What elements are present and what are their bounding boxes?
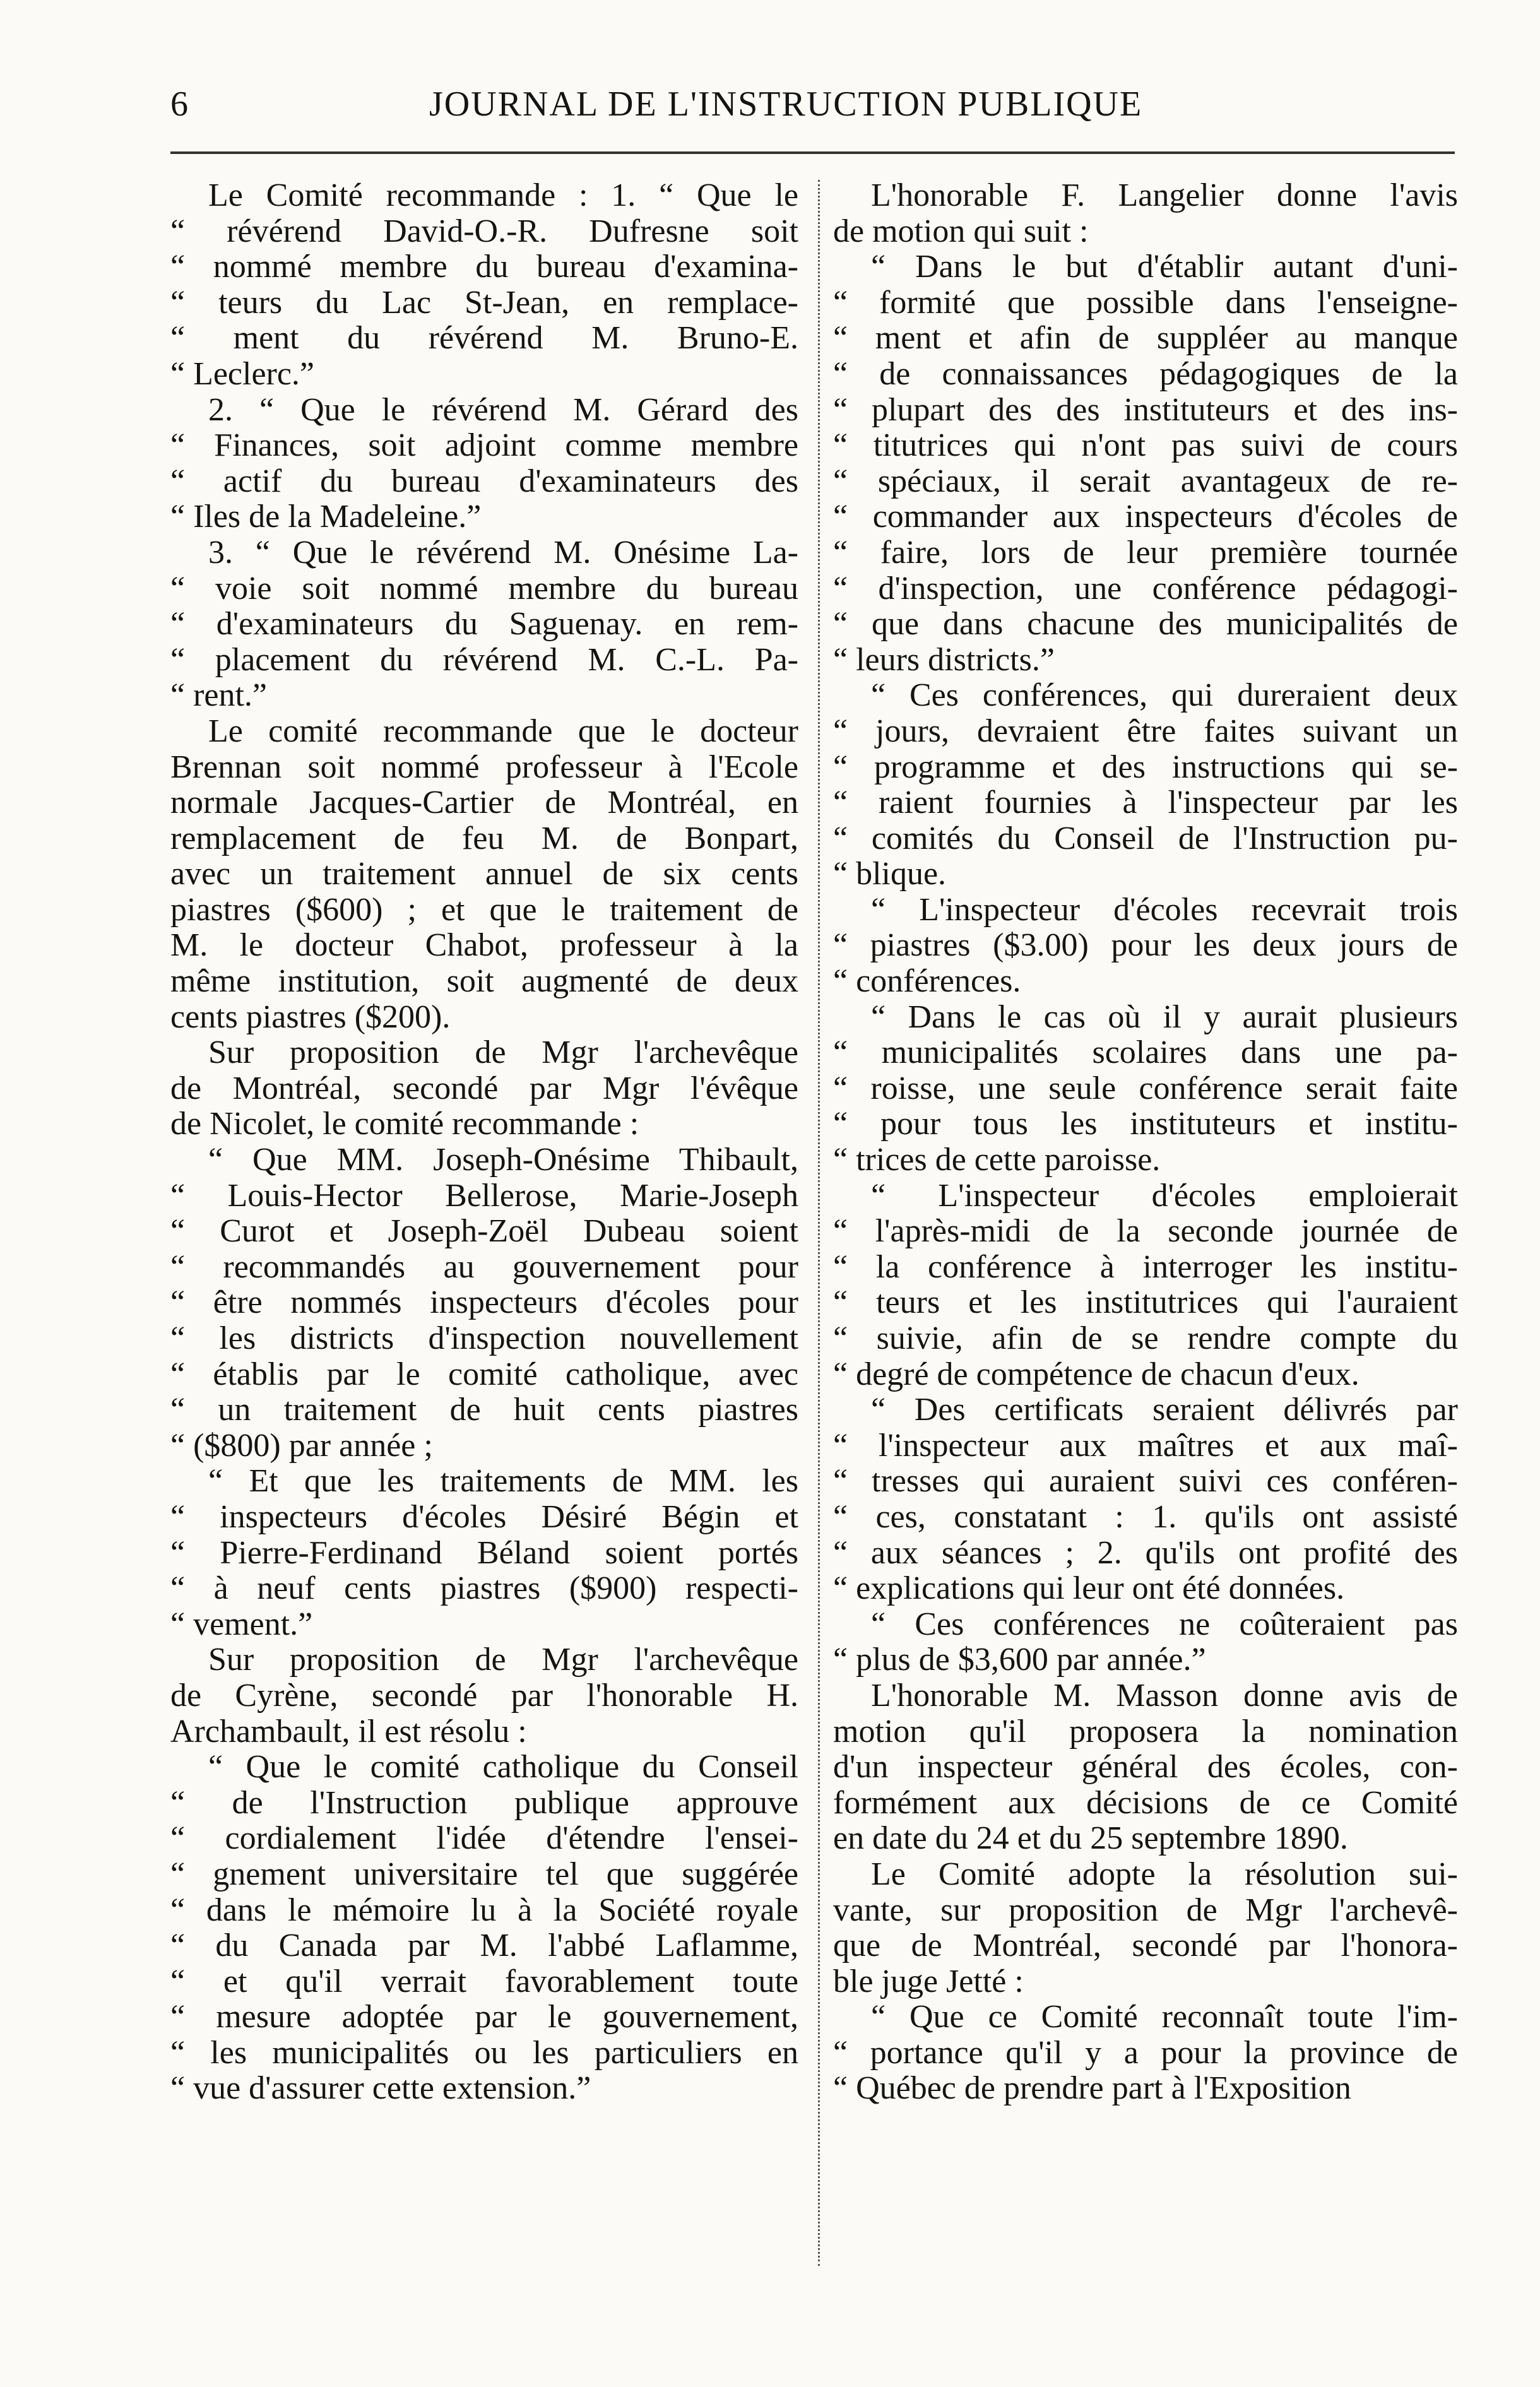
text-line: “ spéciaux, il serait avantageux de re-	[833, 463, 1458, 499]
text-line: “ cordialement l'idée d'étendre l'ensei-	[170, 1821, 798, 1857]
text-line: “ pour tous les instituteurs et institu-	[833, 1106, 1458, 1142]
text-line: de motion qui suit :	[833, 213, 1089, 249]
text-line: “ jours, devraient être faites suivant un	[833, 713, 1458, 749]
text-line: L'honorable M. Masson donne avis de	[871, 1678, 1458, 1714]
text-line: “ recommandés au gouvernement pour	[170, 1249, 798, 1285]
text-line: “ leurs districts.”	[833, 642, 1055, 678]
text-line: “ titutrices qui n'ont pas suivi de cours	[833, 428, 1458, 464]
text-line: “ piastres ($3.00) pour les deux jours de	[833, 928, 1458, 964]
text-line: “ Leclerc.”	[170, 356, 315, 392]
text-line: “ comités du Conseil de l'Instruction pu-	[833, 820, 1458, 856]
text-line: Le comité recommande que le docteur	[208, 713, 798, 749]
text-line: avec un traitement annuel de six cents	[170, 856, 798, 892]
page-header	[170, 82, 1455, 126]
text-line: vante, sur proposition de Mgr l'archevê-	[833, 1892, 1458, 1928]
header-rule	[170, 151, 1455, 154]
text-line: “ Ces conférences, qui dureraient deux	[871, 678, 1458, 714]
text-line: “ l'inspecteur aux maîtres et aux maî-	[833, 1428, 1458, 1464]
text-line: Le Comité adopte la résolution sui-	[871, 1856, 1458, 1892]
text-line: “ L'inspecteur d'écoles emploierait	[871, 1178, 1458, 1214]
text-line: “ tresses qui auraient suivi ces conféren-	[833, 1464, 1458, 1500]
text-line: “ d'inspection, une conférence pédagogi-	[833, 571, 1458, 607]
text-line: “ explications qui leur ont été données.	[833, 1571, 1345, 1607]
text-line: que de Montréal, secondé par l'honora-	[833, 1928, 1458, 1964]
text-line: “ ment du révérend M. Bruno-E.	[170, 321, 798, 357]
column-divider	[818, 180, 820, 2266]
text-line: “ vement.”	[170, 1606, 313, 1642]
text-line: “ rent.”	[170, 678, 268, 714]
text-line: remplacement de feu M. de Bonpart,	[170, 820, 798, 856]
text-line: “ plupart des des instituteurs et des ins-	[833, 392, 1458, 428]
text-line: de Nicolet, le comité recommande :	[170, 1106, 639, 1142]
text-line: L'honorable F. Langelier donne l'avis	[871, 178, 1458, 213]
text-line: “ vue d'assurer cette extension.”	[170, 2071, 591, 2107]
text-line: “ suivie, afin de se rendre compte du	[833, 1321, 1458, 1356]
text-line: “ Finances, soit adjoint comme membre	[170, 428, 798, 464]
text-line: “ Québec de prendre part à l'Exposition	[833, 2071, 1351, 2107]
text-line: “ que dans chacune des municipalités de	[833, 607, 1458, 643]
text-line: “ à neuf cents piastres ($900) respecti-	[170, 1571, 798, 1607]
text-line: “ voie soit nommé membre du bureau	[170, 571, 798, 607]
text-line: “ les districts d'inspection nouvellement	[170, 1321, 798, 1356]
text-line: “ la conférence à interroger les institu-	[833, 1249, 1458, 1285]
text-line: “ L'inspecteur d'écoles recevrait trois	[871, 892, 1458, 928]
text-line: “ programme et des instructions qui se-	[833, 749, 1458, 785]
text-line: “ gnement universitaire tel que suggérée	[170, 1856, 798, 1892]
text-line: cents piastres ($200).	[170, 999, 451, 1035]
text-line: Archambault, il est résolu :	[170, 1714, 527, 1750]
text-line: “ Ces conférences ne coûteraient pas	[871, 1606, 1458, 1642]
text-line: “ Iles de la Madeleine.”	[170, 499, 482, 535]
running-title: JOURNAL DE L'INSTRUCTION PUBLIQUE	[429, 85, 1143, 124]
text-line: de Montréal, secondé par Mgr l'évêque	[170, 1070, 798, 1106]
text-line: “ trices de cette paroisse.	[833, 1142, 1161, 1178]
text-line: “ Que MM. Joseph-Onésime Thibault,	[208, 1142, 798, 1178]
text-line: même institution, soit augmenté de deux	[170, 964, 798, 1000]
text-line: “ l'après-midi de la seconde journée de	[833, 1214, 1458, 1250]
text-line: de Cyrène, secondé par l'honorable H.	[170, 1678, 798, 1714]
text-line: d'un inspecteur général des écoles, con-	[833, 1750, 1458, 1786]
text-line: Brennan soit nommé professeur à l'Ecole	[170, 749, 798, 785]
text-line: “ plus de $3,600 par année.”	[833, 1642, 1206, 1678]
text-line: “ Des certificats seraient délivrés par	[871, 1392, 1458, 1428]
text-line: “ d'examinateurs du Saguenay. en rem-	[170, 607, 798, 643]
text-line: “ ces, constatant : 1. qu'ils ont assisté	[833, 1499, 1458, 1535]
text-line: “ portance qu'il y a pour la province de	[833, 2035, 1458, 2071]
text-line: “ roisse, une seule conférence serait faite	[833, 1070, 1458, 1106]
text-line: formément aux décisions de ce Comité	[833, 1785, 1458, 1821]
text-line: “ teurs et les institutrices qui l'auraient	[833, 1285, 1458, 1321]
text-line: “ conférences.	[833, 964, 1021, 1000]
text-line: “ Que le comité catholique du Conseil	[208, 1750, 798, 1786]
text-line: “ degré de compétence de chacun d'eux.	[833, 1356, 1359, 1392]
text-line: “ placement du révérend M. C.-L. Pa-	[170, 642, 798, 678]
text-line: “ un traitement de huit cents piastres	[170, 1392, 798, 1428]
text-line: “ révérend David-O.-R. Dufresne soit	[170, 213, 798, 249]
text-line: “ et qu'il verrait favorablement toute	[170, 1964, 798, 1999]
text-line: M. le docteur Chabot, professeur à la	[170, 928, 798, 964]
text-line: “ Pierre-Ferdinand Béland soient portés	[170, 1535, 798, 1571]
text-line: “ municipalités scolaires dans une pa-	[833, 1035, 1458, 1071]
text-line: “ dans le mémoire lu à la Société royale	[170, 1892, 798, 1928]
text-line: piastres ($600) ; et que le traitement de	[170, 892, 798, 928]
text-line: ble juge Jetté :	[833, 1964, 1024, 1999]
text-line: “ de l'Instruction publique approuve	[170, 1785, 798, 1821]
text-line: “ les municipalités ou les particuliers en	[170, 2035, 798, 2071]
text-line: “ ment et afin de suppléer au manque	[833, 321, 1458, 357]
text-line: “ formité que possible dans l'enseigne-	[833, 285, 1458, 321]
right-column	[833, 178, 1458, 2107]
text-line: “ nommé membre du bureau d'examina-	[170, 249, 798, 285]
text-line: “ blique.	[833, 856, 947, 892]
text-line: “ Louis-Hector Bellerose, Marie-Joseph	[170, 1178, 798, 1214]
left-column	[170, 178, 798, 2107]
text-line: “ Et que les traitements de MM. les	[208, 1464, 798, 1500]
text-line: “ être nommés inspecteurs d'écoles pour	[170, 1285, 798, 1321]
text-line: “ de connaissances pédagogiques de la	[833, 356, 1458, 392]
text-line: motion qu'il proposera la nomination	[833, 1714, 1458, 1750]
text-line: “ Dans le but d'établir autant d'uni-	[871, 249, 1458, 285]
text-line: “ aux séances ; 2. qu'ils ont profité des	[833, 1535, 1458, 1571]
text-line: en date du 24 et du 25 septembre 1890.	[833, 1821, 1348, 1857]
text-line: 2. “ Que le révérend M. Gérard des	[208, 392, 798, 428]
text-line: normale Jacques-Cartier de Montréal, en	[170, 785, 798, 821]
text-line: “ teurs du Lac St-Jean, en remplace-	[170, 285, 798, 321]
text-line: “ commander aux inspecteurs d'écoles de	[833, 499, 1458, 535]
text-line: “ mesure adoptée par le gouvernement,	[170, 1999, 798, 2035]
text-line: 3. “ Que le révérend M. Onésime La-	[208, 535, 798, 571]
text-line: “ actif du bureau d'examinateurs des	[170, 463, 798, 499]
page-number: 6	[170, 85, 189, 124]
text-line: “ établis par le comité catholique, avec	[170, 1356, 798, 1392]
text-line: “ inspecteurs d'écoles Désiré Bégin et	[170, 1499, 798, 1535]
text-line: “ raient fournies à l'inspecteur par les	[833, 785, 1458, 821]
text-line: “ Curot et Joseph-Zoël Dubeau soient	[170, 1214, 798, 1250]
text-line: “ ($800) par année ;	[170, 1428, 433, 1464]
text-line: Sur proposition de Mgr l'archevêque	[208, 1035, 798, 1071]
text-line: “ faire, lors de leur première tournée	[833, 535, 1458, 571]
text-line: Sur proposition de Mgr l'archevêque	[208, 1642, 798, 1678]
text-line: Le Comité recommande : 1. “ Que le	[208, 178, 798, 213]
text-line: “ du Canada par M. l'abbé Laflamme,	[170, 1928, 798, 1964]
text-line: “ Dans le cas où il y aurait plusieurs	[871, 999, 1458, 1035]
text-line: “ Que ce Comité reconnaît toute l'im-	[871, 1999, 1458, 2035]
